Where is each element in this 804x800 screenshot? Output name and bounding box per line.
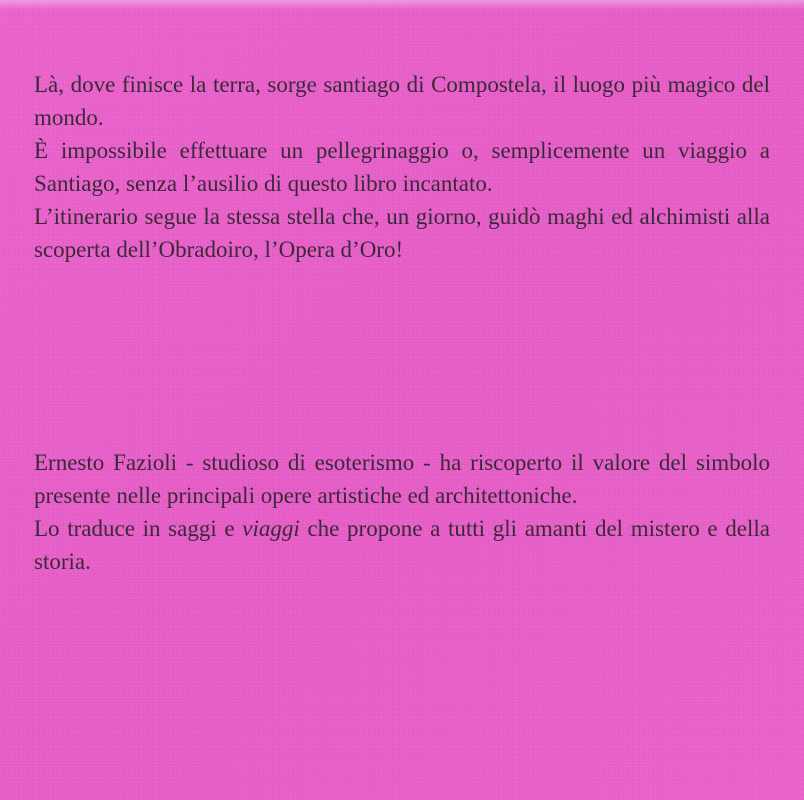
author-paragraph-2-start: Lo traduce in saggi e <box>34 516 243 541</box>
intro-paragraph-2: È impossibile effettuare un pellegrinaggio o, semplicemente un viaggio a Santiago, senza l’ausilio di questo libro incantato. <box>34 138 770 196</box>
author-bio <box>34 446 770 578</box>
paper-edge <box>0 0 804 10</box>
author-paragraph-2 <box>34 512 770 578</box>
italic-word-viaggi: viaggi <box>242 516 300 541</box>
author-paragraph-1: Ernesto Fazioli - studioso di esoterismo - ha riscoperto il valore del simbolo presente nelle principali opere artistiche ed architettoniche. <box>34 450 770 508</box>
intro-paragraph-3: L’itinerario segue la stessa stella che, un giorno, guidò maghi ed alchimisti alla scoperta dell’Obradoiro, l’Opera d’Oro! <box>34 204 770 262</box>
intro-paragraph-1: Là, dove finisce la terra, sorge santiago di Compostela, il luogo più magico del mondo. <box>34 72 770 130</box>
intro-text <box>34 68 770 266</box>
author-paragraph-2-end: che propone a tutti gli amanti del mistero e della storia. <box>34 516 770 574</box>
